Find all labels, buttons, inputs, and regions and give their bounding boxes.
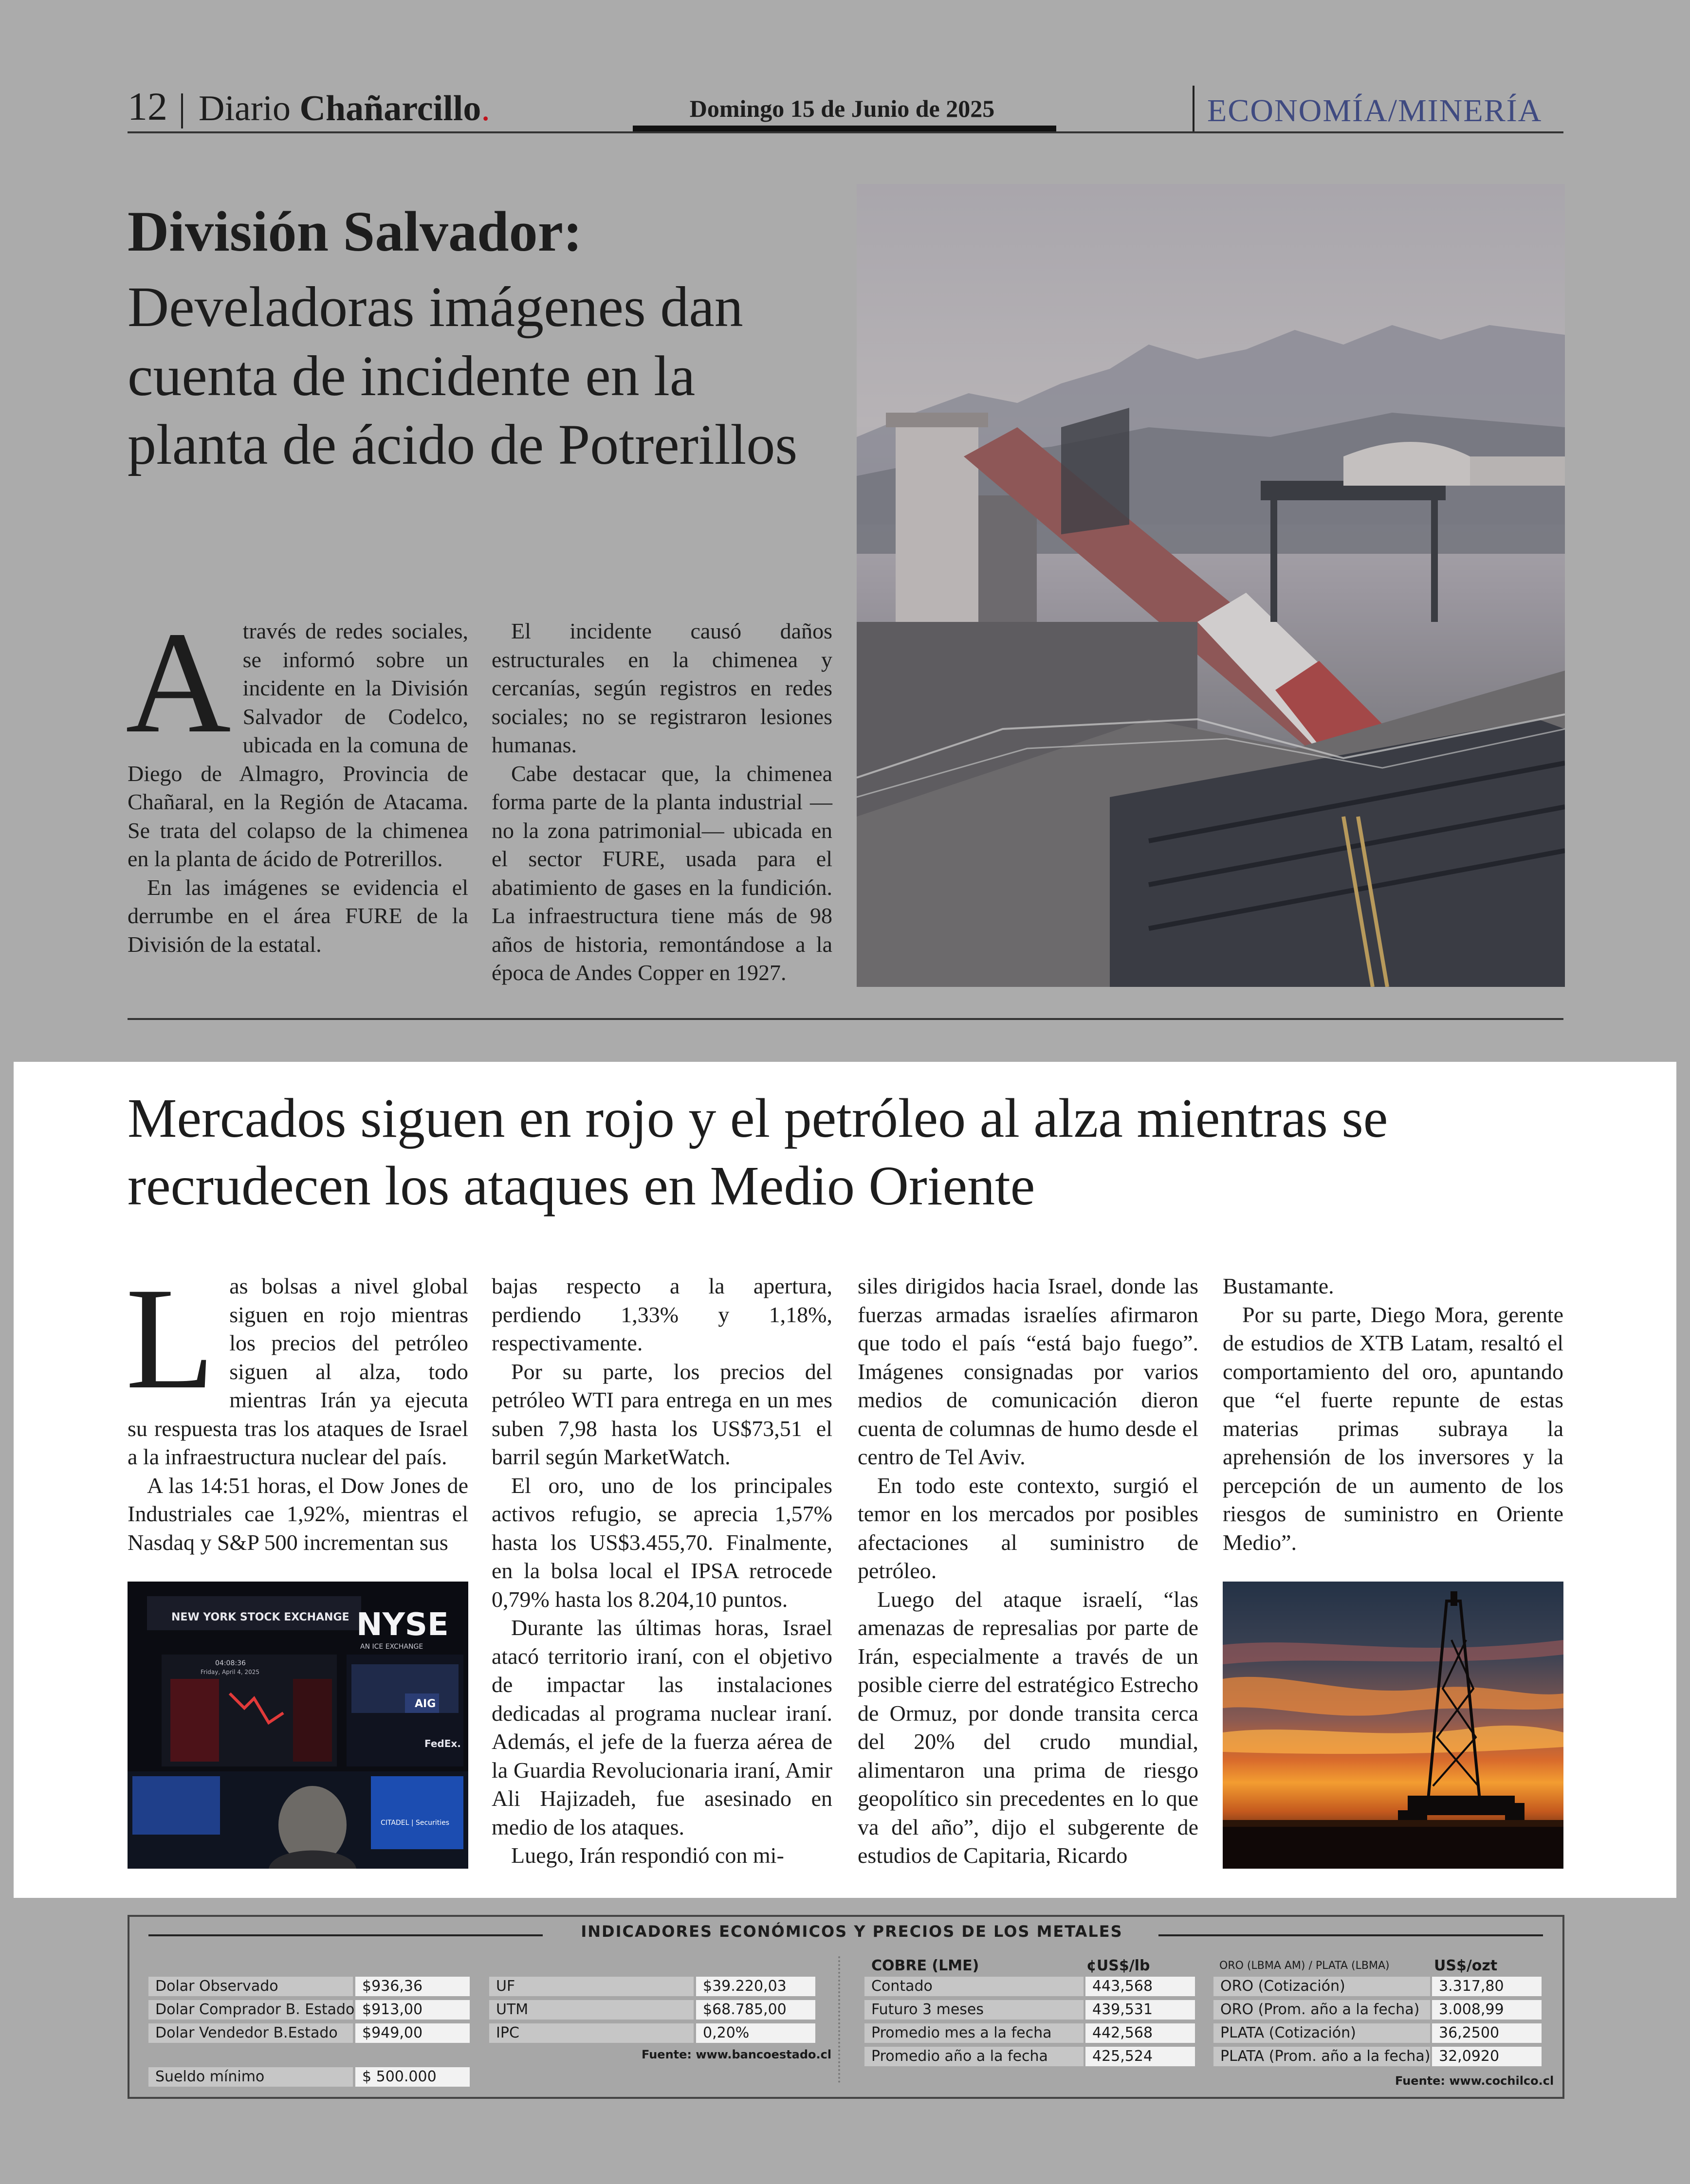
source-bancoestado: Fuente: www.bancoestado.cl: [642, 2048, 832, 2061]
metales-unit: US$/ozt: [1434, 1957, 1498, 1974]
story2-paragraph: Por su parte, los precios del petróleo WTI para entrega en un mes suben 7,98 hasta los US$73,51 el barril según MarketWatch.: [492, 1359, 832, 1469]
screen-time-text: 04:08:36: [215, 1659, 246, 1667]
indicators-divider: [838, 1956, 840, 2083]
chimney-collapse-photo: [857, 184, 1565, 987]
metal-label: ORO (Prom. año a la fecha): [1213, 2000, 1430, 2020]
story2-paragraph: Bustamante.: [1223, 1274, 1334, 1298]
oil-rig-sunset-photo: [1223, 1582, 1563, 1869]
cobre-value: 443,568: [1085, 1977, 1195, 1996]
nyse-sign-text: NEW YORK STOCK EXCHANGE: [171, 1611, 349, 1623]
source-cochilco: Fuente: www.cochilco.cl: [1395, 2074, 1554, 2088]
header-rule: [128, 131, 1563, 133]
story2-dropcap: L: [126, 1257, 215, 1419]
story2-paragraph: Por su parte, Diego Mora, gerente de estudios de XTB Latam, resaltó el comportamiento del oro, apuntando que “el fuerte repunte de estas materias primas subraya la aprehensión de los inversores y la percepción de un aumento de los riesgos de suministro en Oriente Medio”.: [1223, 1302, 1563, 1555]
cobre-value: 439,531: [1085, 2000, 1195, 2020]
metal-label: PLATA (Cotización): [1213, 2023, 1430, 2043]
metal-label: ORO (Cotización): [1213, 1977, 1430, 1996]
citadel-logo-text: CITADEL | Securities: [381, 1819, 449, 1827]
story1-column-1: [126, 601, 468, 959]
masthead-name: Chañarcillo: [299, 89, 481, 128]
section-divider: [128, 1018, 1563, 1020]
story2-paragraph: Luego, Irán respondió con mi-: [511, 1843, 784, 1868]
masthead-prefix: Diario: [199, 89, 300, 128]
story1-paragraph: En las imágenes se evidencia el derrumbe en el área FURE de la División de la estatal.: [128, 874, 468, 957]
story2-column-4: [1223, 1272, 1563, 1557]
story2-paragraph: En todo este contexto, surgió el temor en los mercados por posibles afectaciones al suministro de petróleo.: [858, 1473, 1198, 1583]
aig-logo-text: AIG: [415, 1698, 436, 1710]
nyse-logo-text: NYSE: [356, 1607, 449, 1643]
indicators-rule-left: [148, 1934, 543, 1936]
story1-paragraph: El incidente causó daños estructurales en la chimenea y cercanías, según registros en redes sociales; no se registraron lesiones humanas.: [492, 619, 832, 757]
indicator-label: Dolar Observado: [148, 1977, 353, 1996]
fedex-logo-text: FedEx.: [424, 1738, 461, 1749]
cobre-label: Futuro 3 meses: [864, 2000, 1084, 2020]
indicator-label: Sueldo mínimo: [148, 2067, 353, 2087]
indicator-value: $936,36: [355, 1977, 470, 1996]
story1-paragraph: través de redes sociales, se informó sobre un incidente en la División Salvador de Codelco, ubicada en la comuna de Diego de Almagro, Provincia de Chañaral, en la Región de Atacama. Se trata del colapso de la chimenea en la planta de ácido de Potrerillos.: [128, 619, 468, 871]
header-divider: [181, 93, 183, 128]
indicators-title: INDICADORES ECONÓMICOS Y PRECIOS DE LOS METALES: [581, 1922, 1123, 1941]
metal-value: 3.317,80: [1432, 1977, 1542, 1996]
screen-date-text: Friday, April 4, 2025: [201, 1669, 260, 1675]
cobre-label: Promedio mes a la fecha: [864, 2023, 1084, 2043]
metal-value: 3.008,99: [1432, 2000, 1542, 2020]
page-number: 12: [128, 84, 167, 128]
story2-paragraph: El oro, uno de los principales activos refugio, se aprecia 1,57% hasta los US$3.455,70. Finalmente, en la bolsa local el IPSA retrocede 0,79% hasta los 8.204,10 puntos.: [492, 1473, 832, 1612]
story1-dropcap: A: [126, 601, 231, 763]
story2-paragraph: bajas respecto a la apertura, perdiendo 1,33% y 1,18%, respectivamente.: [492, 1274, 832, 1355]
story1-paragraph: Cabe destacar que, la chimenea forma parte de la planta industrial —no la zona patrimonial— ubicada en el sector FURE, usada para el abatimiento de gases en la fundición. La infraestructura tiene más de 98 años de historia, remontándose a la época de Andes Copper en 1927.: [492, 761, 832, 985]
story2-paragraph: Luego del ataque israelí, “las amenazas de represalias por parte de Irán, especialmente a través de un posible cierre del estratégico Estrecho de Ormuz, por donde transita cerca del 20% del crudo mundial, alimentaron una prima de riesgo geopolítico sin precedentes en lo que va del año”, dijo el subgerente de estudios de Capitaria, Ricardo: [858, 1586, 1198, 1868]
story2-headline: Mercados siguen en rojo y el petróleo al alza mientras se recrudecen los ataques en Medio Oriente: [128, 1087, 1388, 1217]
metal-value: 32,0920: [1432, 2047, 1542, 2066]
metal-label: PLATA (Prom. año a la fecha): [1213, 2047, 1430, 2066]
indicator-label: UF: [489, 1977, 694, 1996]
metales-header: ORO (LBMA AM) / PLATA (LBMA): [1219, 1960, 1390, 1972]
story1-column-2: [492, 617, 832, 987]
indicator-value: $913,00: [355, 2000, 470, 2020]
story1-headline: Develadoras imágenes dan cuenta de incidente en la planta de ácido de Potrerillos: [128, 275, 798, 477]
indicator-label: Dolar Comprador B. Estado: [148, 2000, 353, 2020]
story2-paragraph: Durante las últimas horas, Israel atacó territorio iraní, con el objetivo de impactar las instalaciones dedicadas al programa nuclear iraní. Además, el jefe de la fuerza aérea de la Guardia Revolucionaria iraní, Amir Ali Hajizadeh, fue asesinado en medio de los ataques.: [492, 1615, 832, 1839]
nyse-trading-floor-photo: [128, 1582, 468, 1869]
metal-value: 36,2500: [1432, 2023, 1542, 2043]
story2-column-3: [858, 1272, 1198, 1870]
cobre-value: 442,568: [1085, 2023, 1195, 2043]
header-divider-right: [1193, 86, 1194, 132]
cobre-value: 425,524: [1085, 2047, 1195, 2066]
story2-column-2: [492, 1272, 832, 1870]
cobre-unit: ¢US$/lb: [1086, 1957, 1150, 1974]
indicator-value: $39.220,03: [696, 1977, 815, 1996]
indicator-value: 0,20%: [696, 2023, 815, 2043]
nyse-logo-subtitle: AN ICE EXCHANGE: [360, 1643, 423, 1651]
indicator-label: UTM: [489, 2000, 694, 2020]
cobre-header: COBRE (LME): [871, 1957, 979, 1974]
cobre-label: Contado: [864, 1977, 1084, 1996]
issue-date: Domingo 15 de Junio de 2025: [689, 95, 995, 122]
story1-headline-bold: División Salvador:: [128, 200, 583, 263]
masthead: [199, 91, 490, 127]
indicator-value: $949,00: [355, 2023, 470, 2043]
indicator-value: $ 500.000: [355, 2067, 470, 2087]
indicator-value: $68.785,00: [696, 2000, 815, 2020]
story2-paragraph: A las 14:51 horas, el Dow Jones de Industriales cae 1,92%, mientras el Nasdaq y S&P 500 incrementan sus: [128, 1473, 468, 1555]
section-title: ECONOMÍA/MINERÍA: [1207, 93, 1543, 128]
story2-paragraph: siles dirigidos hacia Israel, donde las fuerzas armadas israelíes afirmaron que todo el país “está bajo fuego”. Imágenes consignadas por varios medios de comunicación dieron cuenta de columnas de humo desde el centro de Tel Aviv.: [858, 1274, 1198, 1469]
masthead-dot: .: [481, 89, 490, 128]
story2-column-1: [126, 1257, 468, 1557]
indicator-label: IPC: [489, 2023, 694, 2043]
indicator-label: Dolar Vendedor B.Estado: [148, 2023, 353, 2043]
indicators-rule-right: [1158, 1934, 1543, 1936]
story2-paragraph: as bolsas a nivel global siguen en rojo mientras los precios del petróleo siguen al alza, todo mientras Irán ya ejecuta su respuesta tras los ataques de Israel a la infraestructura nuclear del país.: [128, 1274, 468, 1469]
cobre-label: Promedio año a la fecha: [864, 2047, 1084, 2066]
